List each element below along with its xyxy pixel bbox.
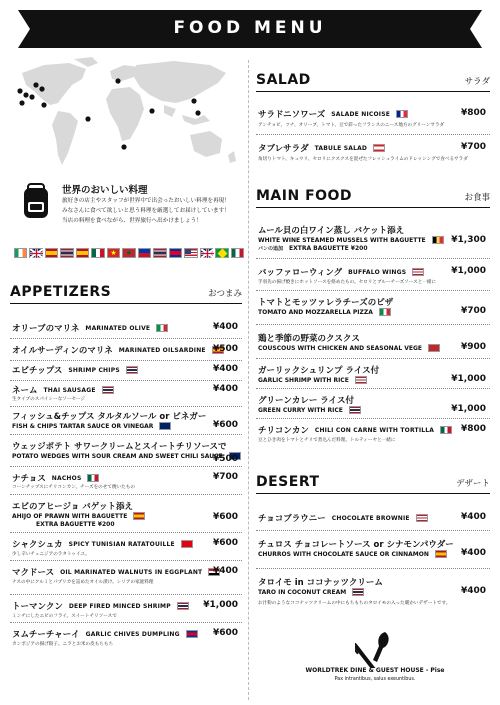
menu-item[interactable]: チュロス チョコレートソース or シナモンパウダー CHURROS WITH CHOCOLATE SAUCE OR CINNAMON ¥400 xyxy=(258,540,486,558)
flag-lebanon-icon xyxy=(373,144,385,152)
item-divider xyxy=(10,622,242,623)
menu-item[interactable]: グリーンカレー ライス付 GREEN CURRY WITH RICE ¥1,000 xyxy=(258,396,486,414)
item-divider xyxy=(256,388,490,389)
menu-item[interactable]: ナチョス NACHOS コーンチップスにチリコンカン、チーズをのせて焼いたもの ¥700 xyxy=(12,472,238,490)
item-divider xyxy=(10,380,242,381)
flag-spain-icon xyxy=(45,248,58,258)
item-divider xyxy=(256,418,490,419)
about-title: 世界のおいしい料理 xyxy=(62,185,148,196)
flag-thailand-icon xyxy=(60,248,73,258)
menu-item[interactable]: トーマンクン DEEP FIRED MINCED SHRIMP ミンチにしたエビのフライ。スイートチリソースで ¥1,000 xyxy=(12,600,238,619)
flag-morocco-icon: ★ xyxy=(122,248,135,258)
menu-title: FOOD MENU xyxy=(173,18,327,38)
item-divider xyxy=(256,290,490,291)
menu-item[interactable]: タロイモ in ココナッツクリーム TARO IN COCONUT CREAM お汁粉のようなココナッツクリームの中にもちもちのタロイモの入った暖かいデザートです。 ¥400 xyxy=(258,578,486,606)
flag-uk-icon xyxy=(159,422,171,430)
flag-thailand-icon xyxy=(177,602,189,610)
item-divider xyxy=(256,134,490,135)
flag-philippines-icon xyxy=(138,248,151,258)
backpack-icon xyxy=(16,182,56,222)
item-divider xyxy=(256,324,490,325)
flag-spain-icon xyxy=(435,550,447,558)
item-divider xyxy=(10,494,242,495)
flag-france-icon xyxy=(396,110,408,118)
header-banner xyxy=(18,10,482,48)
item-divider xyxy=(10,466,242,467)
fork-knife-logo-icon xyxy=(355,628,395,668)
world-map xyxy=(14,55,240,175)
desert-header: DESERT デザート xyxy=(256,472,490,494)
menu-item[interactable]: オイルサーディンのマリネ MARINATED OILSARDINE ¥500 xyxy=(12,344,238,356)
flag-thailand-icon xyxy=(352,588,364,596)
column-divider xyxy=(248,60,249,700)
flag-ireland-icon xyxy=(14,248,27,258)
item-divider xyxy=(256,258,490,259)
main-food-header: MAIN FOOD お食事 xyxy=(256,186,490,208)
flag-brazil-icon xyxy=(215,248,228,258)
menu-item[interactable]: ネーム THAI SAUSAGE 生タイプのスパイシーなソーセージ ¥400 xyxy=(12,384,238,402)
flag-mexico-icon xyxy=(440,426,452,434)
item-divider xyxy=(10,560,242,561)
menu-item[interactable]: ウェッジポテト サワークリームとスイートチリソースで POTATO WEDGES WITH SOUR CREAM AND SWEET CHILI SAUCE ¥500 xyxy=(12,440,238,464)
country-flags xyxy=(14,248,244,260)
menu-item[interactable]: ガーリックシュリンプ ライス付 GARLIC SHRIMP WITH RICE ¥1,000 xyxy=(258,366,486,384)
menu-item[interactable]: エビチップス SHRIMP CHIPS ¥400 xyxy=(12,364,238,376)
footer-name: WORLDTREK DINE & GUEST HOUSE - Pise xyxy=(305,667,445,674)
menu-item[interactable]: タブレサラダ TABULE SALAD 角切りトマト、キュウリ、セロリにクスクスを混ぜたフレッシュライムのドレッシングで食べるサラダ ¥700 xyxy=(258,142,486,162)
flag-belgium-icon xyxy=(432,236,444,244)
menu-item[interactable]: シャクシュカ SPICY TUNISIAN RATATOUILLE 少し辛いチュニジアのラタトゥイユ。 ¥600 xyxy=(12,538,238,557)
flag-usa-icon xyxy=(184,248,197,258)
flag-usa-icon xyxy=(355,376,367,384)
menu-item[interactable]: 鶏と季節の野菜のクスクス COUSCOUS WITH CHICKEN AND SEASONAL VEGE ¥900 xyxy=(258,334,486,352)
flag-cambodia-icon xyxy=(186,630,198,638)
flag-thailand-icon xyxy=(349,406,361,414)
flag-thailand-icon xyxy=(126,366,138,374)
item-divider xyxy=(10,360,242,361)
flag-spain-icon xyxy=(76,248,89,258)
flag-mexico-icon xyxy=(87,474,99,482)
flag-mexico-icon xyxy=(91,248,104,258)
flag-cambodia-icon xyxy=(169,248,182,258)
flag-spain-icon xyxy=(133,512,145,520)
item-divider xyxy=(10,594,242,595)
about-text: 旅好きの店主やスタッフが世界中で出会ったおいしい料理を再現！ みなさんに食べて欲しいと思う料理を厳選してお届けしています！ 当店の料理を食べながら、世界旅行へ出かけましょう！ xyxy=(62,198,230,224)
menu-item[interactable]: サラドニソワーズ SALADE NICOISE アンチョビ、ツナ、オリーブ、トマト、豆で彩ったフランスのニース地方のグリーンサラダ ¥800 xyxy=(258,108,486,128)
flag-uk-icon xyxy=(200,248,213,258)
menu-item[interactable]: エビのアヒージョ バゲット添え AHIJO OF PRAWN WITH BAGUETTE EXTRA BAGUETTE ¥200 ¥600 xyxy=(12,502,238,528)
menu-item[interactable]: ムール貝の白ワイン蒸し バケット添え WHITE WINE STEAMED MUSSELS WITH BAGUETTE バンの追加 EXTRA BAGUETTE ¥200 ¥1,300 xyxy=(258,226,486,252)
menu-item[interactable]: チリコンカン CHILI CON CARNE WITH TORTILLA 豆とひき肉をトマトとチリで煮込んだ料理。トルティーヤと一緒に ¥800 xyxy=(258,424,486,443)
flag-thailand-icon xyxy=(102,386,114,394)
flag-italy-icon xyxy=(156,324,168,332)
flag-morocco-icon xyxy=(428,344,440,352)
item-divider xyxy=(256,530,490,531)
item-divider xyxy=(256,358,490,359)
menu-item[interactable]: チョコブラウニー CHOCOLATE BROWNIE ¥400 xyxy=(258,512,486,524)
menu-item[interactable]: マクドース OIL MARINATED WALNUTS IN EGGPLANT ナスの中にクルミとパプリカを詰めたオイル漬け。シリアの家庭料理 ¥400 xyxy=(12,566,238,585)
item-divider xyxy=(10,434,242,435)
flag-tunisia-icon xyxy=(181,540,193,548)
flag-usa-icon xyxy=(416,514,428,522)
appetizers-header: APPETIZERS おつまみ xyxy=(10,282,242,304)
item-divider xyxy=(10,406,242,407)
menu-item[interactable]: フィッシュ&チップス タルタルソール or ビネガー FISH & CHIPS TARTAR SAUCE OR VINEGAR ¥600 xyxy=(12,412,238,430)
item-divider xyxy=(256,568,490,569)
menu-item[interactable]: バッファローウィング BUFFALO WINGS 手羽先の揚げ焼きにホットソースを絡めたもの。セロリとブルーチーズソースと一緒に ¥1,000 xyxy=(258,266,486,285)
about-section xyxy=(14,180,244,235)
menu-item[interactable]: オリーブのマリネ MARINATED OLIVE ¥400 xyxy=(12,322,238,334)
flag-vietnam-icon: ★ xyxy=(107,248,120,258)
item-divider xyxy=(10,338,242,339)
flag-thailand-icon xyxy=(153,248,166,258)
menu-item[interactable]: トマトとモッツァレラチーズのピザ TOMATO AND MOZZARELLA PIZZA ¥700 xyxy=(258,298,486,316)
item-divider xyxy=(10,532,242,533)
flag-italy-icon xyxy=(379,308,391,316)
flag-uk-icon xyxy=(29,248,42,258)
flag-usa-icon xyxy=(412,268,424,276)
footer-tagline: Pax intrantibus, salus exeuntibus. xyxy=(334,677,416,682)
menu-item[interactable]: ヌムチーチャーイ GARLIC CHIVES DUMPLING カンボジアの揚げ餃子。ニラとお米の皮もちもち ¥600 xyxy=(12,628,238,647)
flag-mexico-icon xyxy=(231,248,244,258)
salad-header: SALAD サラダ xyxy=(256,70,490,92)
